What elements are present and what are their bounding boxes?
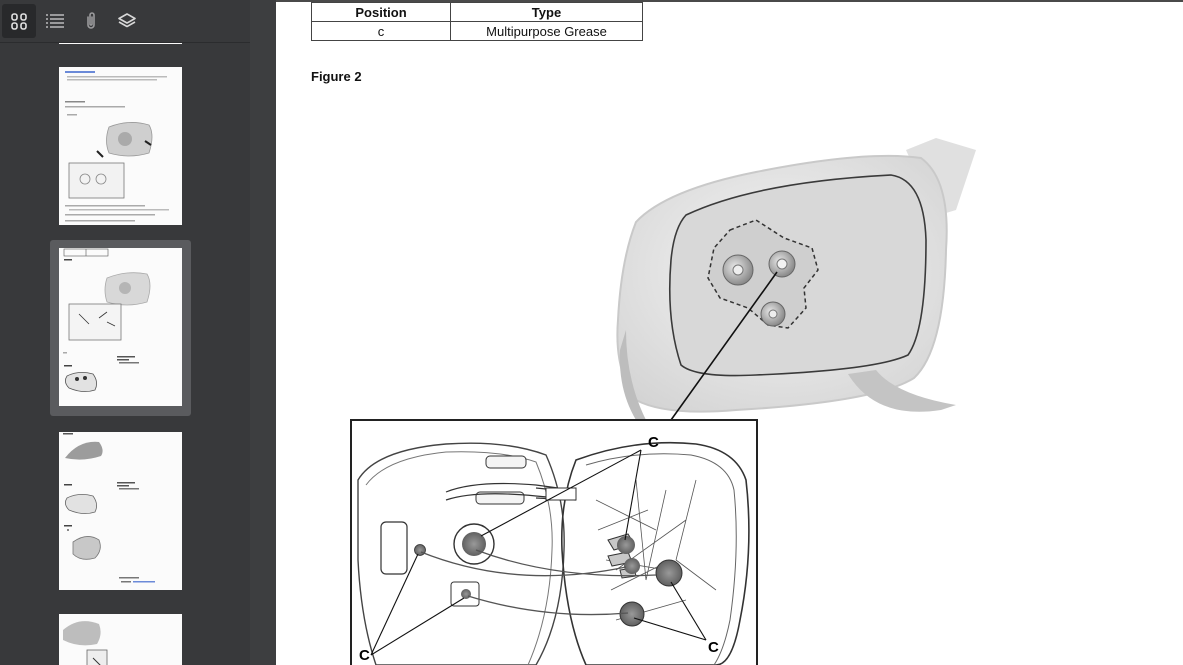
table-row [312, 22, 643, 41]
page-thumbnail-1[interactable] [59, 67, 182, 225]
paperclip-icon [82, 11, 100, 31]
attachments-button[interactable] [74, 4, 108, 38]
layers-button[interactable] [110, 4, 144, 38]
callout-c: C [359, 647, 370, 664]
figure-label: Figure 2 [311, 69, 362, 84]
page-preview [59, 432, 182, 590]
sidebar-splitter[interactable] [250, 0, 276, 665]
grid-icon [10, 12, 28, 30]
detail-inset [351, 420, 757, 665]
thumbnails-button[interactable] [2, 4, 36, 38]
sidebar-toolbar [0, 0, 250, 43]
outline-button[interactable] [38, 4, 72, 38]
page-preview [59, 67, 182, 225]
page-thumbnail-2[interactable] [59, 248, 182, 406]
table-cell: Multipurpose Grease [451, 22, 643, 41]
sidebar [0, 0, 250, 665]
layers-icon [117, 12, 137, 30]
column-header: Type [451, 3, 643, 22]
grease-table [311, 2, 643, 41]
page-thumbnail[interactable] [59, 43, 182, 44]
table-cell: c [312, 22, 451, 41]
table-header-row [312, 3, 643, 22]
thumbnail-list[interactable] [0, 43, 250, 665]
page-preview [59, 248, 182, 406]
column-header: Position [312, 3, 451, 22]
list-icon [45, 12, 65, 30]
page-thumbnail-4[interactable] [59, 614, 182, 665]
mirror-housing [617, 138, 976, 420]
callout-c: C [648, 434, 659, 451]
page-thumbnail-3[interactable] [59, 432, 182, 590]
callout-c: C [708, 639, 719, 656]
page-preview [59, 614, 182, 665]
mirror-diagram [336, 120, 1056, 665]
page-top-edge [276, 0, 1183, 2]
document-page [276, 0, 1183, 665]
